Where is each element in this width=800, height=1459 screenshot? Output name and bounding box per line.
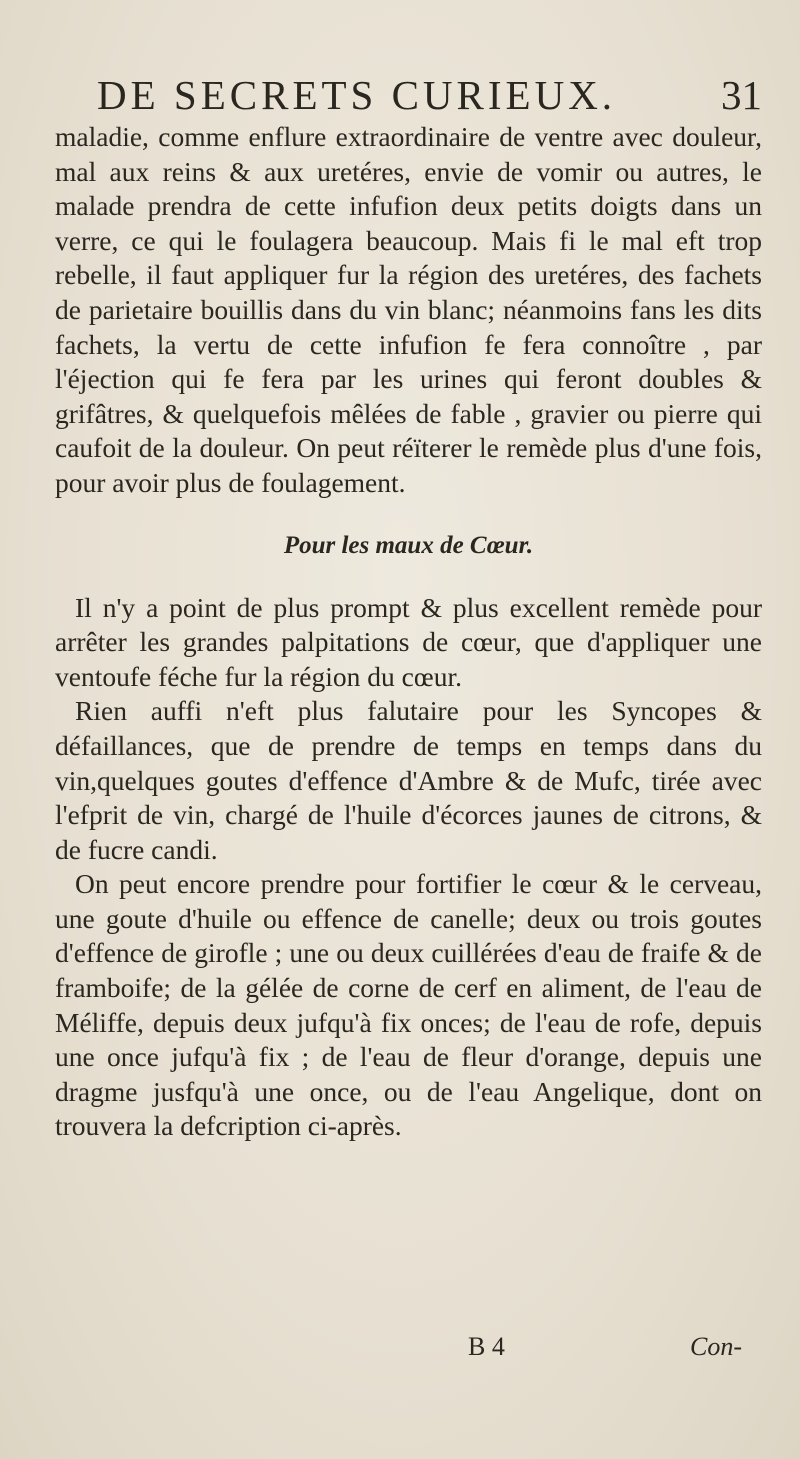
signature-mark: B 4 xyxy=(468,1332,505,1361)
page-body xyxy=(55,120,762,1144)
paragraph-palpitations: Il n'y a point de plus prompt & plus excellent remède pour arrêter les grandes palpitations de cœur, que d'appliquer une ventoufe féche fur la région du cœur. xyxy=(55,591,762,692)
paragraph-syncopes: Rien auffi n'eft plus falutaire pour les Syncopes & défaillances, que de prendre de temps en temps dans du vin,quelques goutes d'effence d'Ambre & de Mufc, tirée avec l'efprit de vin, chargé de l'huile d'écorces jaunes de citrons, & de fucre candi. xyxy=(55,695,762,865)
running-title: DE SECRETS CURIEUX. xyxy=(97,72,617,118)
running-head xyxy=(55,70,762,120)
page-number: 31 xyxy=(721,72,762,118)
catchword: Con- xyxy=(690,1332,742,1361)
section-heading: Pour les maux de Cœur. xyxy=(283,531,534,559)
paragraph-continued: maladie, comme enflure extraordinaire de ventre avec douleur, mal aux reins & aux uretéres, envie de vomir ou autres, le malade prendra de cette infufion deux petits doigts dans un verre, ce qui le foulagera beaucoup. Mais fi le mal eft trop rebelle, il faut appliquer fur la région des uretéres, des fachets de parietaire bouillis dans du vin blanc; néanmoins fans les dits fachets, la vertu de cette infufion fe fera connoître , par l'éjection qui fe fera par les urines qui feront doubles & grifâtres, & quelquefois mêlées de fable , gravier ou pierre qui caufoit de la douleur. On peut réïterer le remède plus d'une fois, pour avoir plus de foulagement. xyxy=(55,121,762,498)
paragraph-fortifier: On peut encore prendre pour fortifier le cœur & le cerveau, une goute d'huile ou effence de canelle; deux ou trois goutes d'effence de girofle ; une ou deux cuillérées d'eau de fraife & de framboife; de la gélée de corne de cerf en aliment, de l'eau de Méliffe, depuis deux jufqu'à fix onces; de l'eau de rofe, depuis une once jufqu'à fix ; de l'eau de fleur d'orange, depuis une dragme jusfqu'à une once, ou de l'eau Angelique, dont on trouvera la defcription ci-après. xyxy=(55,868,762,1142)
page-footer xyxy=(0,1332,800,1372)
